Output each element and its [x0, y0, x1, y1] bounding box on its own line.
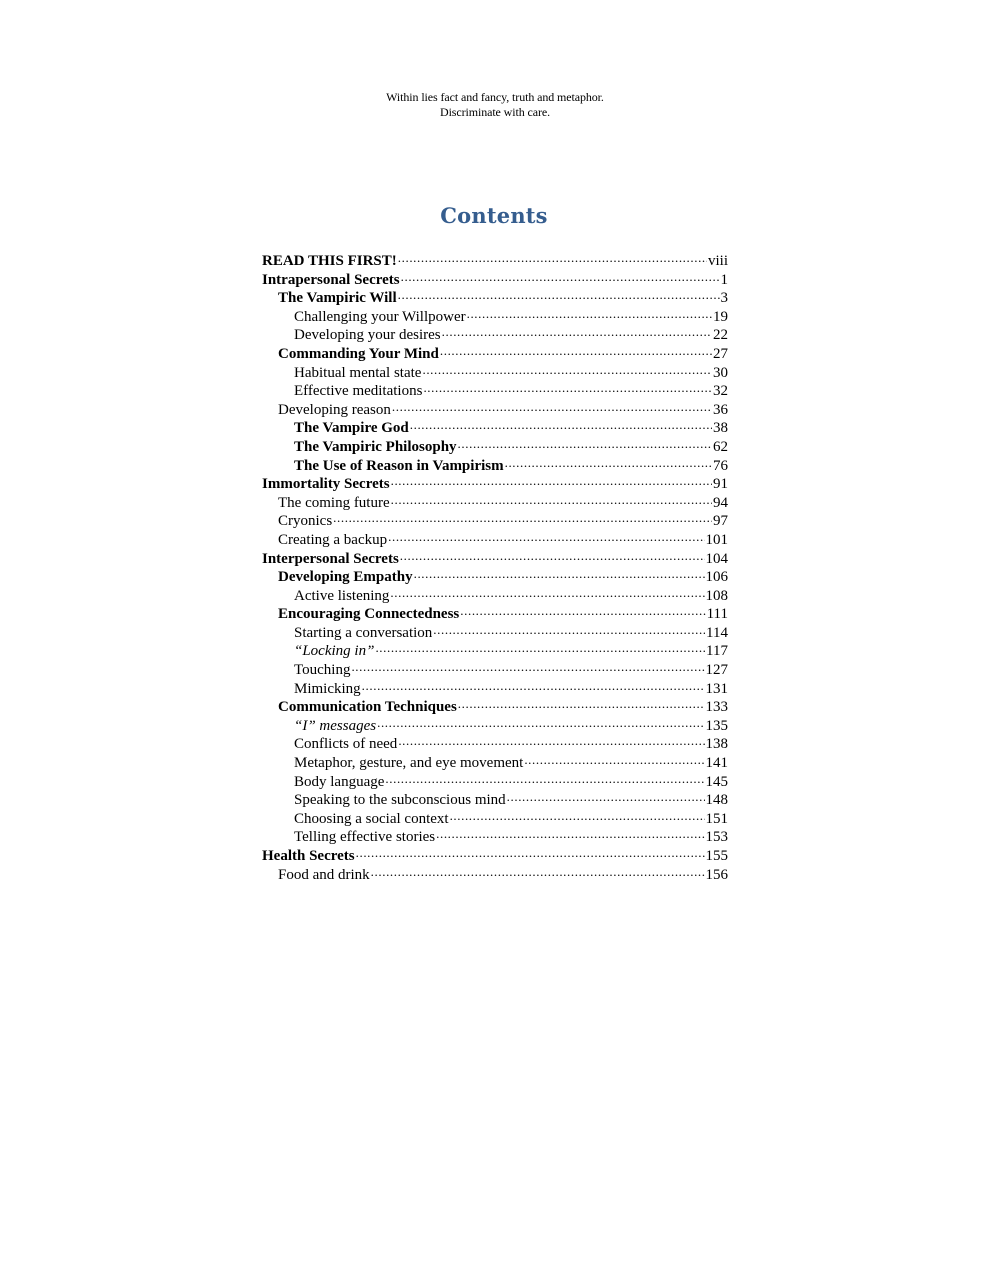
toc-dot-leader [401, 268, 720, 286]
toc-entry-label: Health Secrets [262, 848, 355, 864]
page-title: Contents [440, 203, 548, 228]
toc-entry-label: Challenging your Willpower [294, 308, 466, 325]
toc-entry-page-number: 151 [705, 810, 728, 827]
toc-entry-page-number: 1 [720, 271, 728, 288]
toc-dot-leader [423, 379, 712, 397]
toc-dot-leader [507, 788, 705, 806]
toc-entry-page-number: 27 [713, 345, 728, 362]
toc-entry-page-number: 145 [705, 773, 728, 790]
toc-dot-leader [390, 584, 704, 602]
toc-dot-leader [391, 491, 712, 509]
toc-dot-leader [377, 714, 704, 732]
toc-entry-page-number: 94 [713, 494, 728, 511]
toc-dot-leader [391, 472, 712, 490]
toc-entry-page-number: 32 [713, 383, 728, 400]
toc-entry-page-number: 3 [720, 290, 728, 307]
toc-entry-label: The Vampire God [294, 420, 409, 437]
toc-dot-leader [505, 454, 712, 472]
toc-dot-leader [433, 621, 705, 639]
toc-dot-leader [400, 547, 705, 565]
toc-dot-leader [458, 435, 712, 453]
toc-dot-leader [436, 825, 704, 843]
toc-entry-page-number: 117 [706, 643, 728, 660]
toc-entry-page-number: 97 [713, 513, 728, 530]
toc-entry-page-number: 156 [705, 866, 728, 883]
epigraph-line-2: Discriminate with care. [440, 105, 550, 119]
toc-entry-label: Metaphor, gesture, and eye movement [294, 755, 524, 772]
toc-dot-leader [467, 305, 712, 323]
toc-entry-label: Developing Empathy [278, 569, 413, 586]
toc-entry-label: Developing your desires [294, 327, 441, 344]
toc-entry-label: Touching [294, 662, 351, 679]
toc-entry-page-number: 138 [705, 736, 728, 753]
toc-entry-page-number: 133 [705, 699, 728, 716]
toc-entry-label: READ THIS FIRST! [262, 253, 397, 269]
toc-entry-label: The Vampiric Philosophy [294, 438, 457, 455]
toc-dot-leader [422, 361, 712, 379]
toc-entry-label: Body language [294, 773, 385, 790]
toc-dot-leader [524, 751, 704, 769]
epigraph [0, 90, 990, 120]
toc-entry-label: Developing reason [278, 401, 391, 418]
toc-entry-label: Effective meditations [294, 383, 423, 400]
toc-dot-leader [398, 732, 704, 750]
toc-dot-leader [356, 844, 705, 862]
toc-entry-page-number: 106 [705, 569, 728, 586]
toc-dot-leader [388, 528, 704, 546]
toc-entry-label: The coming future [278, 494, 390, 511]
toc-entry-label: Commanding Your Mind [278, 345, 439, 362]
toc-dot-leader [414, 565, 705, 583]
toc-entry-page-number: 36 [713, 401, 728, 418]
toc-entry-label: Communication Techniques [278, 699, 457, 716]
toc-entry-label: The Vampiric Will [278, 290, 397, 307]
toc-entry-page-number: 111 [706, 606, 728, 623]
toc-dot-leader [410, 416, 712, 434]
toc-dot-leader [398, 249, 707, 267]
toc-entry-page-number: 114 [706, 624, 728, 641]
toc-entry-page-number: 101 [705, 531, 728, 548]
toc-entry-page-number: 104 [705, 550, 728, 567]
toc-entry-label: Intrapersonal Secrets [262, 271, 400, 288]
toc-entry-page-number: 19 [713, 308, 728, 325]
toc-entry-page-number: 38 [713, 420, 728, 437]
toc-entry-page-number: 62 [713, 438, 728, 455]
toc-entry-page-number: 131 [705, 680, 728, 697]
toc-entry-label: Mimicking [294, 680, 361, 697]
toc-entry[interactable] [262, 866, 728, 885]
toc-dot-leader [442, 323, 712, 341]
toc-dot-leader [450, 807, 705, 825]
toc-dot-leader [385, 770, 704, 788]
toc-entry-page-number: 148 [705, 792, 728, 809]
toc-dot-leader [440, 342, 712, 360]
toc-entry-label: Active listening [294, 587, 390, 604]
toc-entry-label: Interpersonal Secrets [262, 550, 399, 567]
toc-entry-label: Creating a backup [278, 531, 388, 548]
toc-entry-label: “Locking in” [294, 643, 375, 660]
toc-entry-label: Habitual mental state [294, 364, 422, 381]
toc-dot-leader [375, 639, 705, 657]
toc-entry-page-number: 141 [705, 755, 728, 772]
toc-entry-label: Choosing a social context [294, 810, 449, 827]
toc-entry-page-number: 153 [705, 829, 728, 846]
epigraph-line-1: Within lies fact and fancy, truth and metaphor. [386, 90, 604, 104]
toc-entry-page-number: 76 [713, 457, 728, 474]
toc-dot-leader [333, 509, 712, 527]
toc-entry-label: Immortality Secrets [262, 476, 390, 493]
toc-dot-leader [351, 658, 704, 676]
toc-entry-label: “I” messages [294, 717, 377, 734]
toc-entry-label: Starting a conversation [294, 624, 433, 641]
toc-dot-leader [398, 286, 720, 304]
toc-entry-page-number: viii [707, 253, 728, 269]
toc-entry-label: Food and drink [278, 866, 370, 883]
toc-dot-leader [458, 695, 705, 713]
toc-entry-label: The Use of Reason in Vampirism [294, 457, 504, 474]
toc-entry-page-number: 108 [705, 587, 728, 604]
toc-dot-leader [362, 677, 705, 695]
toc-entry-page-number: 30 [713, 364, 728, 381]
toc-entry-label: Encouraging Connectedness [278, 606, 460, 623]
toc-entry-label: Telling effective stories [294, 829, 436, 846]
toc-entry-label: Cryonics [278, 513, 333, 530]
toc-entry-page-number: 135 [705, 717, 728, 734]
toc-entry-page-number: 127 [705, 662, 728, 679]
toc-dot-leader [371, 863, 705, 881]
toc-entry-page-number: 91 [713, 476, 728, 493]
toc-dot-leader [392, 398, 712, 416]
toc-entry-page-number: 155 [705, 848, 728, 864]
toc-entry-label: Speaking to the subconscious mind [294, 792, 506, 809]
toc-entry-page-number: 22 [713, 327, 728, 344]
toc-dot-leader [460, 602, 705, 620]
table-of-contents [262, 252, 728, 884]
toc-entry-label: Conflicts of need [294, 736, 398, 753]
